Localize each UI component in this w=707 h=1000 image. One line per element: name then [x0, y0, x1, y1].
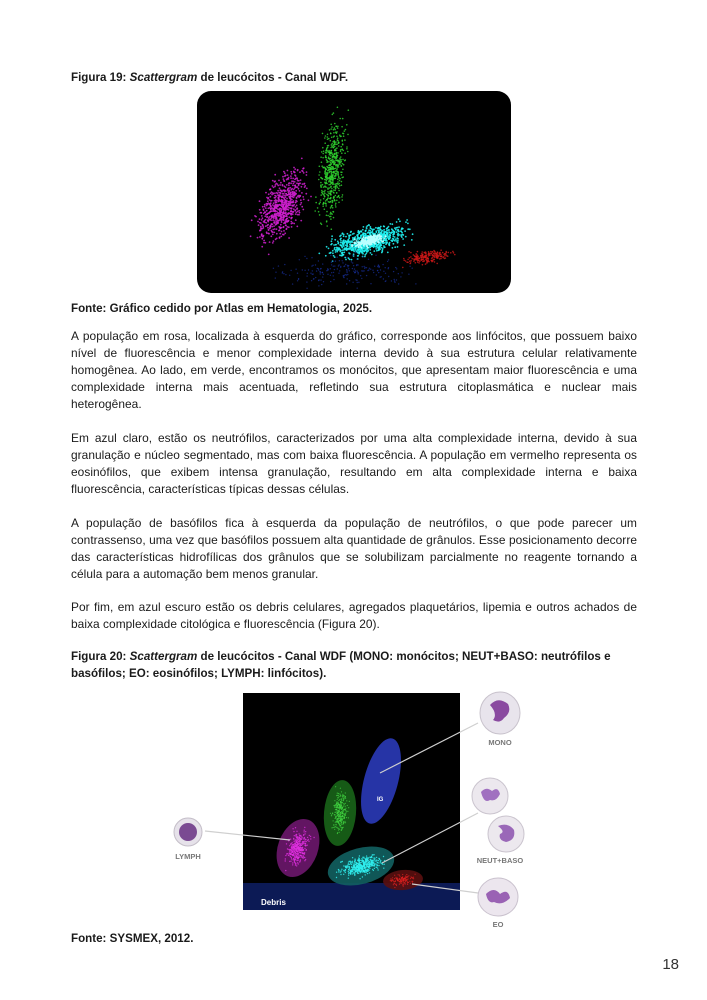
figure-19-scattergram [197, 91, 511, 293]
paragraph-debris: Por fim, em azul escuro estão os debris celulares, agregados plaquetários, lipemia e outros achados de baixa complexidade citológica e fluorescência (Figura 20). [71, 600, 637, 631]
figure-20-caption: Figura 20: Scattergram de leucócitos - Canal WDF (MONO: monócitos; NEUT+BASO: neutrófilos e basófilos; EO: eosinófilos; LYMPH: linfócitos). [71, 650, 611, 680]
debris-label: Debris [261, 898, 286, 907]
figure-20-source: Fonte: SYSMEX, 2012. [71, 932, 194, 945]
lymph-label: LYMPH [175, 852, 201, 861]
paragraph-baso: A população de basófilos fica à esquerda da população de neutrófilos, o que pode parecer um contrassenso, uma vez que basófilos possuem alta quantidade de grânulos. Esse posicionamento decorre das características hidrofílicas dos grânulos que se solubilizam parcialmente no reagente tornando a célula para a automação bem menos granular. [71, 516, 637, 581]
figure-20-diagram [160, 688, 550, 933]
lymphocyte-cell-icon [172, 816, 204, 848]
figure-19-source: Fonte: Gráfico cedido por Atlas em Hematologia, 2025. [71, 302, 373, 315]
basophil-cell-icon [486, 814, 526, 854]
neutrophil-cell-icon [470, 776, 510, 816]
ig-label: IG [377, 797, 384, 803]
eosinophil-cell-icon [476, 876, 520, 918]
page-number: 18 [662, 956, 679, 973]
monocyte-cell-icon [478, 690, 522, 736]
paragraph-lymph-mono: A população em rosa, localizada à esquerda do gráfico, corresponde aos linfócitos, que possuem baixo nível de fluorescência e menor complexidade interna devido à sua estrutura celular relativamente homogênea. Ao lado, em verde, encontramos os monócitos, que apresentam maior fluorescência e uma complexidade interna mais acentuada, refletindo sua estrutura citoplasmática e nuclear mais heterogênea. [71, 329, 637, 411]
mono-label: MONO [488, 738, 512, 747]
figure-19-caption: Figura 19: Scattergram de leucócitos - Canal WDF. [71, 71, 349, 84]
eo-label: EO [492, 920, 504, 929]
neut-baso-label: NEUT+BASO [476, 856, 524, 865]
paragraph-neut-eo: Em azul claro, estão os neutrófilos, caracterizados por uma alta complexidade interna, devido à sua granulação e núcleo segmentado, mas com baixa fluorescência. A população em vermelho representa os eosinófilos, que exibem intensa granulação, resultando em alta complexidade interna e baixa fluorescência, características típicas dessas células. [71, 431, 637, 496]
